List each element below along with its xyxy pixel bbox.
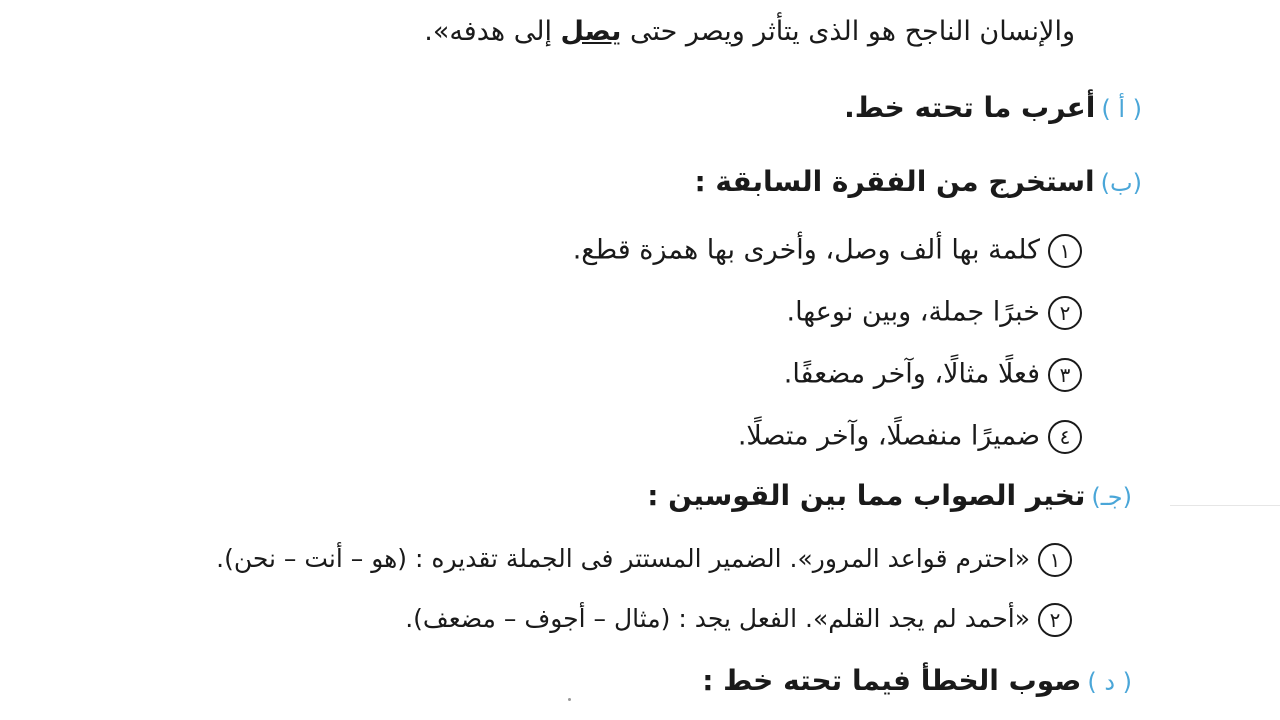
item-text: فعلًا مثالًا، وآخر مضعفًا. — [783, 358, 1040, 390]
paragraph-text-before: والإنسان الناجح هو الذى يتأثر ويصر حتى — [621, 16, 1075, 47]
question-c — [647, 479, 1132, 512]
question-c-text: تخير الصواب مما بين القوسين : — [647, 479, 1086, 512]
question-b-item-2 — [787, 296, 1083, 330]
paragraph-text-after: إلى هدفه». — [424, 16, 561, 47]
question-b-marker: (ب) — [1100, 169, 1142, 197]
faint-rule — [1170, 505, 1280, 506]
question-b-item-4 — [738, 420, 1082, 454]
question-c-item-1 — [216, 543, 1072, 577]
question-b-item-3 — [784, 358, 1082, 392]
print-speck — [568, 698, 571, 701]
question-d-text: صوب الخطأ فيما تحته خط : — [702, 664, 1082, 697]
item-number-badge: ٤ — [1048, 420, 1082, 454]
question-d — [702, 664, 1132, 697]
question-b — [694, 165, 1142, 198]
question-a — [844, 91, 1142, 124]
question-d-marker: ( د ) — [1087, 668, 1132, 696]
question-b-item-1 — [573, 234, 1082, 268]
item-number-badge: ٢ — [1038, 603, 1072, 637]
question-c-item-2 — [405, 603, 1072, 637]
item-text: كلمة بها ألف وصل، وأخرى بها همزة قطع. — [572, 234, 1040, 266]
question-b-text: استخرج من الفقرة السابقة : — [694, 165, 1095, 198]
underlined-word: يصل — [560, 16, 622, 47]
item-text: خبرًا جملة، وبين نوعها. — [786, 296, 1040, 328]
item-text: «احترم قواعد المرور». الضمير المستتر فى الجملة تقديره : (هو – أنت – نحن). — [216, 544, 1030, 573]
item-text: ضميرًا منفصلًا، وآخر متصلًا. — [737, 420, 1040, 452]
item-text: «أحمد لم يجد القلم». الفعل يجد : (مثال – أجوف – مضعف). — [405, 604, 1030, 633]
item-number-badge: ٢ — [1048, 296, 1082, 330]
item-number-badge: ٣ — [1048, 358, 1082, 392]
question-a-marker: ( أ ) — [1101, 95, 1142, 123]
item-number-badge: ١ — [1048, 234, 1082, 268]
paragraph-last-line — [424, 18, 1075, 45]
question-a-text: أعرب ما تحته خط. — [844, 91, 1096, 124]
item-number-badge: ١ — [1038, 543, 1072, 577]
question-c-marker: (جـ) — [1091, 483, 1132, 511]
